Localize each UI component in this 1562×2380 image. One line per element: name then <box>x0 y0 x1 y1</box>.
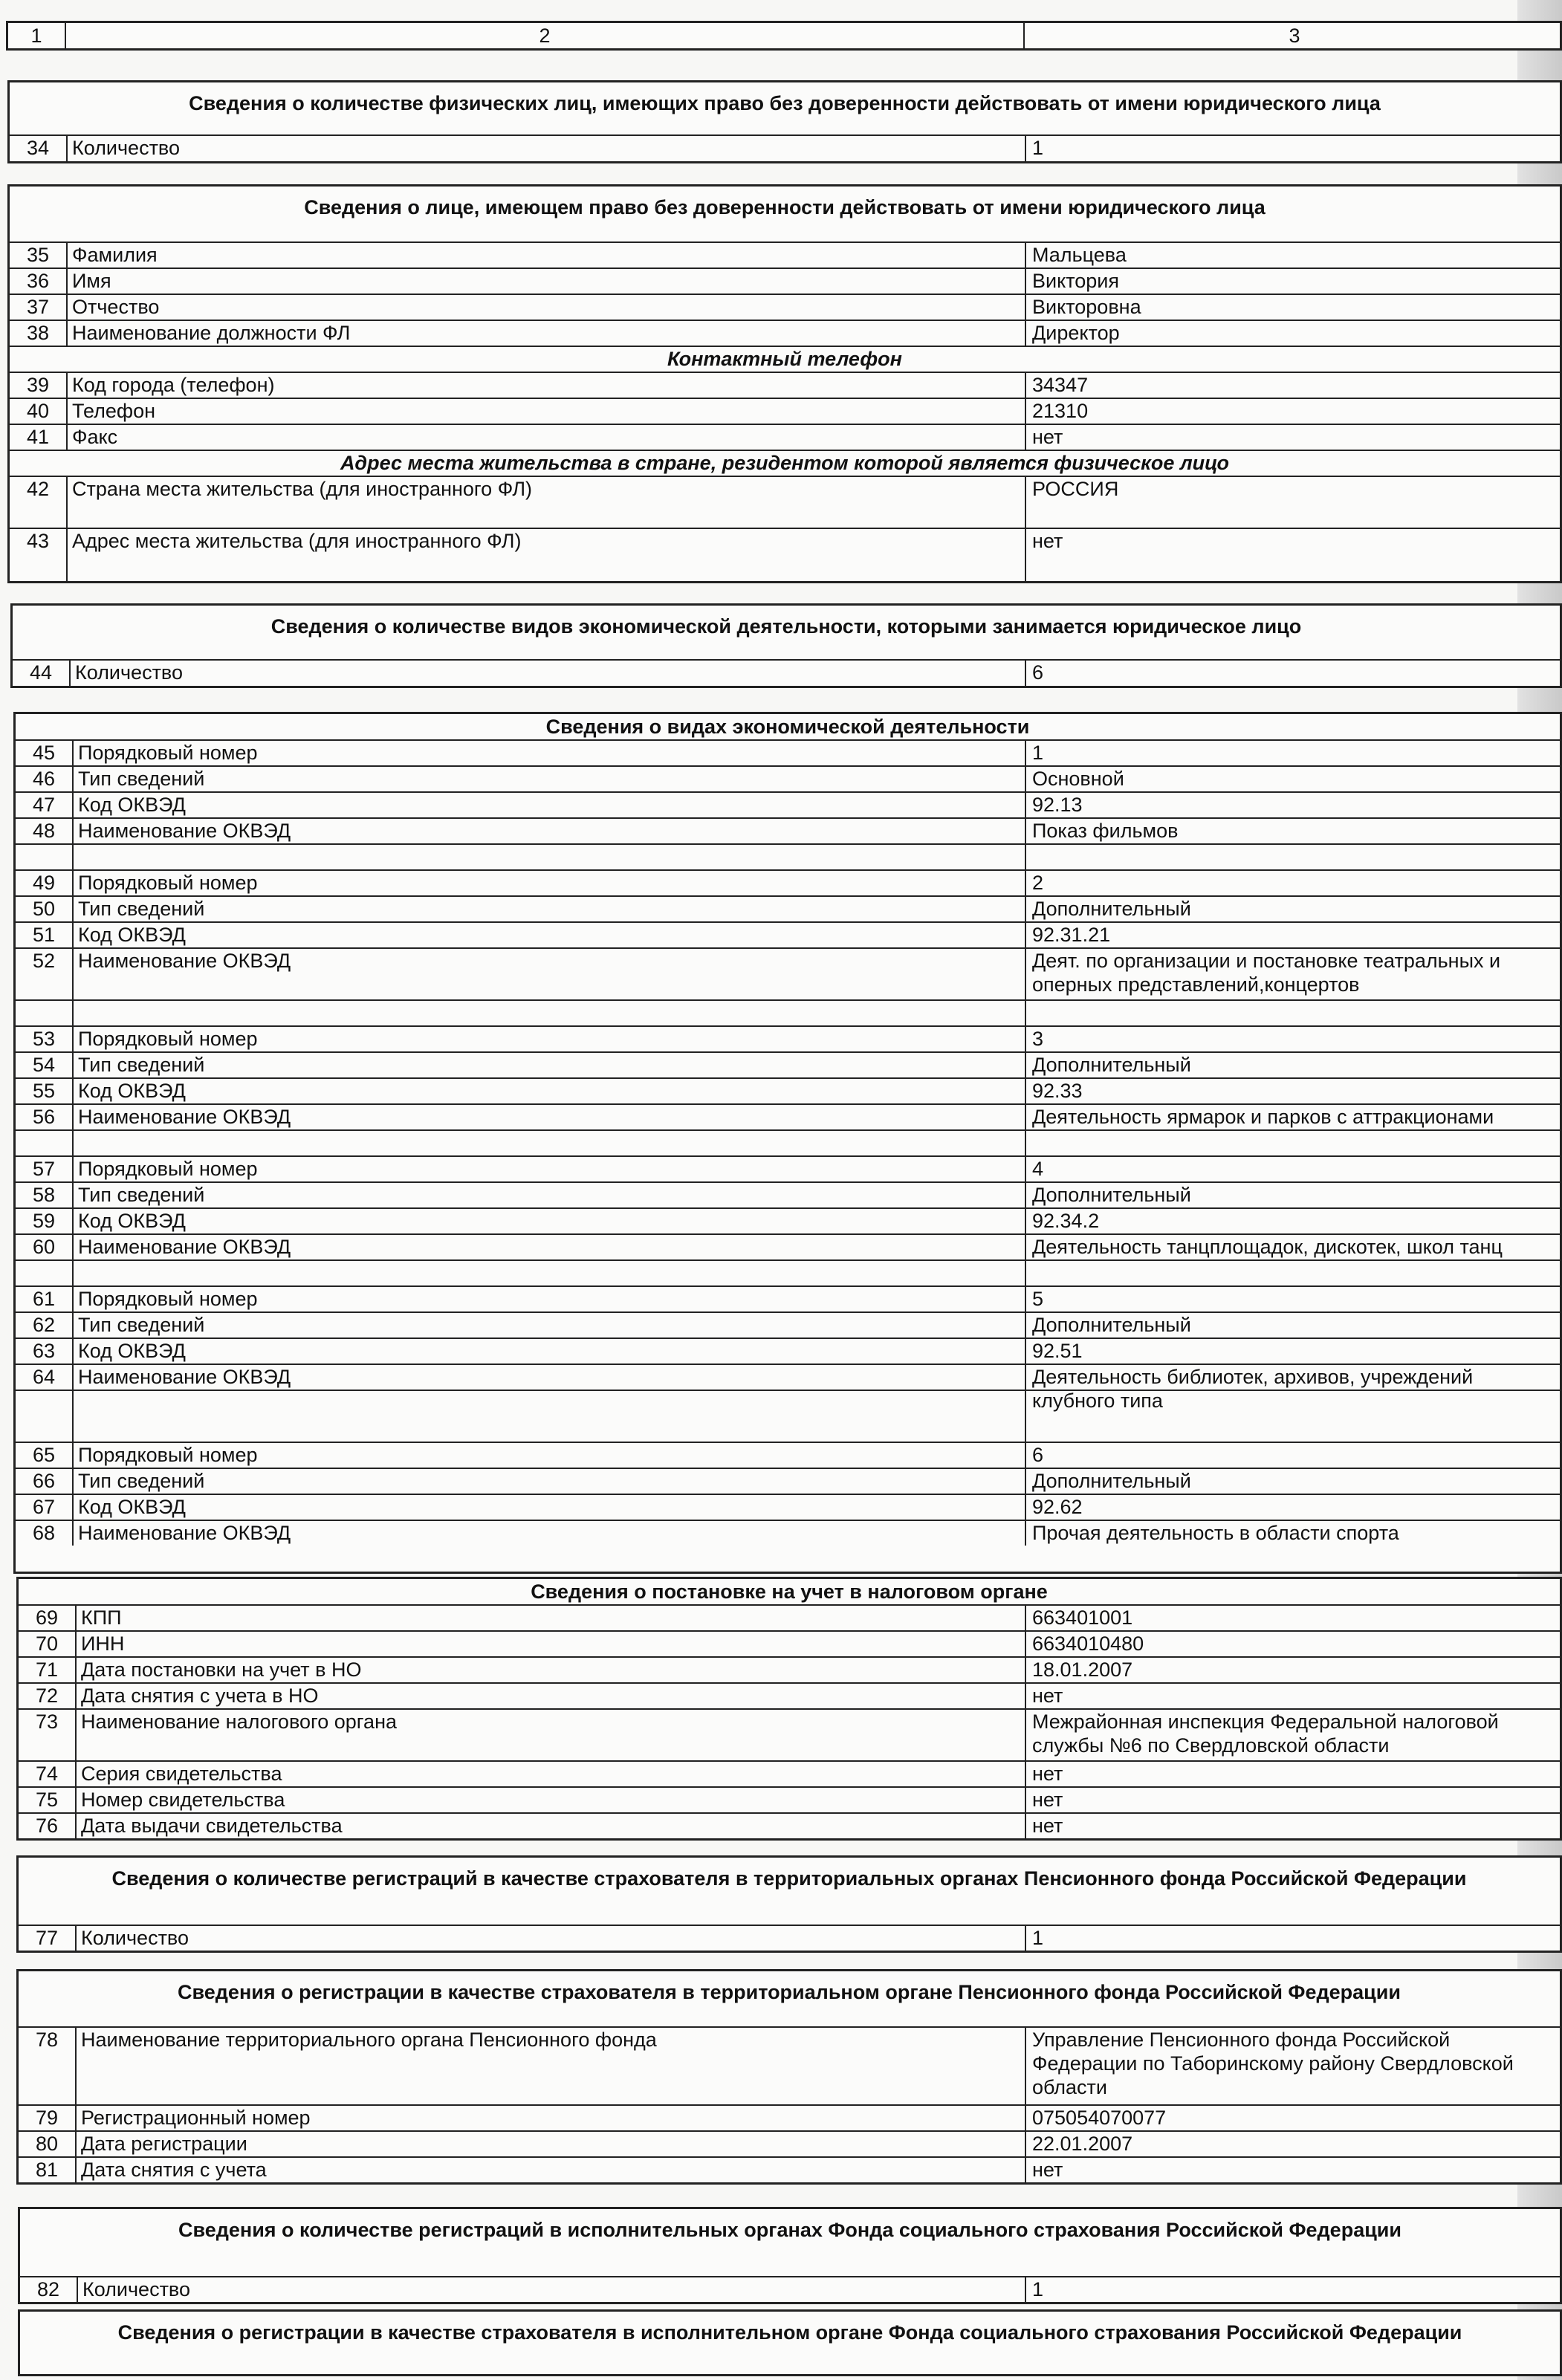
field-label: Дата выдачи свидетельства <box>77 1814 1026 1838</box>
table-row <box>10 294 1560 320</box>
field-label: Факс <box>68 425 1026 450</box>
field-value: 21310 <box>1032 400 1089 422</box>
row-number: 56 <box>16 1105 74 1129</box>
table-row <box>13 659 1560 686</box>
field-value: 92.62 <box>1032 1496 1083 1518</box>
table-row <box>20 2276 1560 2302</box>
row-number: 66 <box>16 1469 74 1494</box>
row-number: 52 <box>16 949 74 999</box>
section-title: Сведения о количестве видов экономической деятельности, которыми занимается юридическое лицо <box>270 615 1302 638</box>
table-row <box>19 2104 1560 2130</box>
field-value: 6634010480 <box>1032 1632 1144 1655</box>
field-label: Серия свидетельства <box>77 1762 1026 1786</box>
table-row <box>16 791 1560 817</box>
table-row <box>10 398 1560 424</box>
section-table <box>16 1969 1562 2185</box>
row-number: 76 <box>19 1814 77 1838</box>
table-row <box>19 1630 1560 1656</box>
row-number: 35 <box>10 243 68 267</box>
field-value: Деятельность библиотек, архивов, учреждений клубного типа <box>1032 1366 1474 1412</box>
row-number: 81 <box>19 2158 77 2182</box>
row-number: 58 <box>16 1183 74 1207</box>
field-label <box>74 1261 1026 1285</box>
field-label: Тип сведений <box>74 1313 1026 1337</box>
field-value: 2 <box>1032 872 1044 894</box>
field-label: Тип сведений <box>74 1183 1026 1207</box>
table-row <box>10 320 1560 346</box>
table-row <box>16 1468 1560 1494</box>
table-row <box>19 2026 1560 2104</box>
field-value: 075054070077 <box>1032 2107 1167 2129</box>
field-value: 92.33 <box>1032 1080 1083 1102</box>
field-value: нет <box>1032 1685 1063 1707</box>
field-value: 92.31.21 <box>1032 924 1111 946</box>
table-row <box>16 1077 1560 1103</box>
table-row <box>10 134 1560 161</box>
field-value: Прочая деятельность в области спорта <box>1032 1522 1399 1544</box>
field-value: 34347 <box>1032 374 1089 396</box>
row-number: 82 <box>20 2277 78 2302</box>
field-label: Дата снятия с учета <box>77 2158 1026 2182</box>
row-number: 68 <box>16 1521 74 1546</box>
field-value: 92.13 <box>1032 794 1083 816</box>
field-label: Наименование должности ФЛ <box>68 321 1026 346</box>
table-row <box>19 1682 1560 1708</box>
row-number: 50 <box>16 897 74 921</box>
table-row <box>16 1364 1560 1412</box>
section-title: Сведения о постановке на учет в налоговом органе <box>531 1580 1048 1603</box>
section-table <box>13 712 1562 1574</box>
table-row <box>16 1285 1560 1311</box>
row-number: 54 <box>16 1053 74 1077</box>
field-label: Дата постановки на учет в НО <box>77 1658 1026 1682</box>
section-table <box>16 1577 1562 1841</box>
table-row <box>16 1181 1560 1207</box>
field-value: нет <box>1032 1815 1063 1837</box>
table-row <box>16 817 1560 843</box>
section-title: Сведения о количестве регистраций в исполнительных органах Фонда социального страхования Российской Федерации <box>178 2219 1402 2241</box>
field-value: 1 <box>1032 2278 1044 2300</box>
field-label: Порядковый номер <box>74 741 1026 765</box>
row-number: 36 <box>10 269 68 294</box>
field-value <box>1026 1001 1560 1025</box>
field-value <box>1026 845 1560 869</box>
field-value: 5 <box>1032 1288 1044 1310</box>
section-title: Сведения о регистрации в качестве страхователя в территориальном органе Пенсионного фонда Российской Федерации <box>178 1981 1401 2003</box>
field-label: Код ОКВЭД <box>74 793 1026 817</box>
field-label: Имя <box>68 269 1026 294</box>
field-label: Количество <box>78 2277 1026 2302</box>
field-value: Управление Пенсионного фонда Российской Федерации по Таборинскому району Свердловской области <box>1032 2029 1514 2098</box>
field-value: 18.01.2007 <box>1032 1658 1133 1681</box>
row-number: 43 <box>10 529 68 581</box>
field-value: Деятельность ярмарок и парков с аттракционами <box>1032 1106 1494 1128</box>
row-number: 34 <box>10 136 68 161</box>
table-row <box>16 1025 1560 1051</box>
table-row <box>19 2130 1560 2156</box>
blank-row <box>16 1259 1560 1285</box>
field-value: 1 <box>1032 742 1044 764</box>
field-value: Основной <box>1032 768 1124 790</box>
field-value: нет <box>1032 530 1063 552</box>
field-value: 92.51 <box>1032 1340 1083 1362</box>
row-number: 55 <box>16 1079 74 1103</box>
field-label: Код города (телефон) <box>68 373 1026 398</box>
field-label: ИНН <box>77 1632 1026 1656</box>
blank-row <box>16 1390 1560 1442</box>
table-row <box>16 895 1560 921</box>
row-number: 71 <box>19 1658 77 1682</box>
section-title: Сведения о видах экономической деятельности <box>545 716 1030 738</box>
section-table <box>16 1855 1562 1953</box>
row-number: 44 <box>13 661 71 686</box>
table-row <box>16 1103 1560 1129</box>
table-row <box>16 1442 1560 1468</box>
field-value: Дополнительный <box>1032 1184 1191 1206</box>
row-number: 65 <box>16 1443 74 1468</box>
row-number: 62 <box>16 1313 74 1337</box>
subsection-title: Контактный телефон <box>10 346 1560 372</box>
field-label: Страна места жительства (для иностранного ФЛ) <box>68 477 1026 528</box>
row-number: 47 <box>16 793 74 817</box>
table-row <box>10 424 1560 450</box>
column-number: 1 <box>8 23 66 48</box>
field-value: Межрайонная инспекция Федеральной налоговой службы №6 по Свердловской области <box>1032 1711 1499 1757</box>
row-number: 78 <box>19 2028 77 2104</box>
row-number: 80 <box>19 2132 77 2156</box>
field-label: Дата снятия с учета в НО <box>77 1684 1026 1708</box>
field-label: Регистрационный номер <box>77 2106 1026 2130</box>
field-label: Наименование налогового органа <box>77 1710 1026 1760</box>
table-row <box>19 1925 1560 1951</box>
table-row <box>10 528 1560 581</box>
row-number: 42 <box>10 477 68 528</box>
row-number: 45 <box>16 741 74 765</box>
row-number: 39 <box>10 373 68 398</box>
field-value: РОССИЯ <box>1032 478 1119 500</box>
table-row <box>16 765 1560 791</box>
field-label: Количество <box>71 661 1026 686</box>
field-label: Номер свидетельства <box>77 1788 1026 1812</box>
field-value: 92.34.2 <box>1032 1210 1100 1232</box>
table-row <box>10 476 1560 528</box>
field-value: Дополнительный <box>1032 1314 1191 1336</box>
field-value: Показ фильмов <box>1032 820 1179 842</box>
field-label: Телефон <box>68 399 1026 424</box>
table-row <box>19 1708 1560 1760</box>
row-number: 49 <box>16 871 74 895</box>
field-label: Тип сведений <box>74 767 1026 791</box>
row-number <box>16 1391 74 1442</box>
row-number: 77 <box>19 1926 77 1951</box>
table-row <box>16 1337 1560 1364</box>
field-label: Фамилия <box>68 243 1026 267</box>
field-label: Порядковый номер <box>74 1027 1026 1051</box>
subsection-title: Адрес места жительства в стране, резидентом которой является физическое лицо <box>10 450 1560 476</box>
field-value: 22.01.2007 <box>1032 2133 1133 2155</box>
row-number: 60 <box>16 1235 74 1259</box>
table-row <box>16 1051 1560 1077</box>
table-row <box>10 267 1560 294</box>
field-value <box>1026 1131 1560 1155</box>
row-number: 46 <box>16 767 74 791</box>
row-number <box>16 1001 74 1025</box>
table-row <box>19 1786 1560 1812</box>
field-label: Наименование ОКВЭД <box>74 1235 1026 1259</box>
field-label <box>74 845 1026 869</box>
field-label: Код ОКВЭД <box>74 1079 1026 1103</box>
field-value: Дополнительный <box>1032 1470 1191 1492</box>
row-number: 73 <box>19 1710 77 1760</box>
field-label: Отчество <box>68 295 1026 320</box>
field-value: 4 <box>1032 1158 1044 1180</box>
field-label: Код ОКВЭД <box>74 1339 1026 1364</box>
field-label: Наименование ОКВЭД <box>74 949 1026 999</box>
field-label: Адрес места жительства (для иностранного ФЛ) <box>68 529 1026 581</box>
table-row <box>16 1311 1560 1337</box>
field-value <box>1026 1391 1560 1442</box>
row-number <box>16 1261 74 1285</box>
field-label: Количество <box>68 136 1026 161</box>
field-label: Тип сведений <box>74 1053 1026 1077</box>
field-value: 6 <box>1032 661 1044 684</box>
row-number: 61 <box>16 1287 74 1311</box>
field-value: Дополнительный <box>1032 1054 1191 1076</box>
table-row <box>16 1233 1560 1259</box>
section-table <box>18 2309 1562 2376</box>
field-label: Дата регистрации <box>77 2132 1026 2156</box>
field-value: Мальцева <box>1032 244 1127 266</box>
field-value <box>1026 1261 1560 1285</box>
row-number: 67 <box>16 1495 74 1520</box>
row-number: 41 <box>10 425 68 450</box>
section-title: Сведения о количестве регистраций в качестве страхователя в территориальных органах Пенсионного фонда Российской Федерации <box>111 1867 1467 1890</box>
table-row <box>19 1604 1560 1630</box>
table-row <box>10 241 1560 267</box>
table-row <box>19 1760 1560 1786</box>
table-row <box>19 2156 1560 2182</box>
field-value: Виктория <box>1032 270 1120 292</box>
row-number: 37 <box>10 295 68 320</box>
section-table <box>7 80 1562 163</box>
section-table <box>10 603 1562 688</box>
row-number: 70 <box>19 1632 77 1656</box>
table-row <box>16 1520 1560 1546</box>
field-label <box>74 1131 1026 1155</box>
row-number: 53 <box>16 1027 74 1051</box>
table-row <box>16 739 1560 765</box>
table-row <box>16 947 1560 999</box>
field-label <box>74 1001 1026 1025</box>
table-row <box>16 1207 1560 1233</box>
field-value: 1 <box>1032 1927 1044 1949</box>
field-value: нет <box>1032 1763 1063 1785</box>
row-number: 74 <box>19 1762 77 1786</box>
section-title: Сведения о регистрации в качестве страхователя в исполнительном органе Фонда социального страхования Российской Федерации <box>117 2321 1462 2344</box>
field-label: Тип сведений <box>74 897 1026 921</box>
row-number: 48 <box>16 819 74 843</box>
field-value: Викторовна <box>1032 296 1141 318</box>
field-label: Порядковый номер <box>74 1157 1026 1181</box>
field-value: нет <box>1032 426 1063 448</box>
row-number: 72 <box>19 1684 77 1708</box>
table-row <box>16 1494 1560 1520</box>
field-label: Порядковый номер <box>74 871 1026 895</box>
column-number: 3 <box>1289 25 1300 47</box>
field-label: Код ОКВЭД <box>74 1209 1026 1233</box>
table-row <box>16 921 1560 947</box>
field-label: Код ОКВЭД <box>74 1495 1026 1520</box>
field-value: Директор <box>1032 322 1120 344</box>
field-label: Код ОКВЭД <box>74 923 1026 947</box>
row-number: 63 <box>16 1339 74 1364</box>
section-title: Сведения о количестве физических лиц, имеющих право без доверенности действовать от имени юридического лица <box>189 92 1381 114</box>
table-row <box>19 1656 1560 1682</box>
row-number <box>16 845 74 869</box>
field-label <box>74 1391 1026 1442</box>
table-row <box>16 869 1560 895</box>
row-number: 51 <box>16 923 74 947</box>
field-label: Наименование ОКВЭД <box>74 1105 1026 1129</box>
blank-row <box>16 1129 1560 1155</box>
field-value: нет <box>1032 2159 1063 2181</box>
row-number: 57 <box>16 1157 74 1181</box>
field-label: Порядковый номер <box>74 1287 1026 1311</box>
field-label: Наименование ОКВЭД <box>74 819 1026 843</box>
row-number: 79 <box>19 2106 77 2130</box>
field-value: Деятельность танцплощадок, дискотек, школ танц <box>1032 1236 1503 1258</box>
blank-row <box>16 843 1560 869</box>
field-label: Наименование ОКВЭД <box>74 1521 1026 1546</box>
field-label: Тип сведений <box>74 1469 1026 1494</box>
field-label: КПП <box>77 1606 1026 1630</box>
field-label: Количество <box>77 1926 1026 1951</box>
row-number: 75 <box>19 1788 77 1812</box>
field-label: Наименование ОКВЭД <box>74 1365 1026 1390</box>
field-value: Дополнительный <box>1032 898 1191 920</box>
column-number: 2 <box>66 23 1025 48</box>
field-value: 1 <box>1032 137 1044 159</box>
field-value: 6 <box>1032 1444 1044 1466</box>
table-row <box>16 1155 1560 1181</box>
field-value: 663401001 <box>1032 1606 1133 1629</box>
row-number <box>16 1131 74 1155</box>
section-table <box>18 2207 1562 2304</box>
row-number: 64 <box>16 1365 74 1390</box>
row-number: 38 <box>10 321 68 346</box>
field-value: нет <box>1032 1789 1063 1811</box>
field-label: Наименование территориального органа Пенсионного фонда <box>77 2028 1026 2104</box>
column-number-header <box>6 21 1562 51</box>
section-table <box>7 184 1562 583</box>
field-label: Порядковый номер <box>74 1443 1026 1468</box>
field-value: 3 <box>1032 1028 1044 1050</box>
blank-row <box>16 999 1560 1025</box>
section-title: Сведения о лице, имеющем право без доверенности действовать от имени юридического лица <box>304 196 1266 218</box>
row-number: 40 <box>10 399 68 424</box>
row-number: 59 <box>16 1209 74 1233</box>
field-value: Деят. по организации и постановке театральных и оперных представлений,концертов <box>1032 950 1501 996</box>
table-row <box>10 372 1560 398</box>
row-number: 69 <box>19 1606 77 1630</box>
table-row <box>19 1812 1560 1838</box>
